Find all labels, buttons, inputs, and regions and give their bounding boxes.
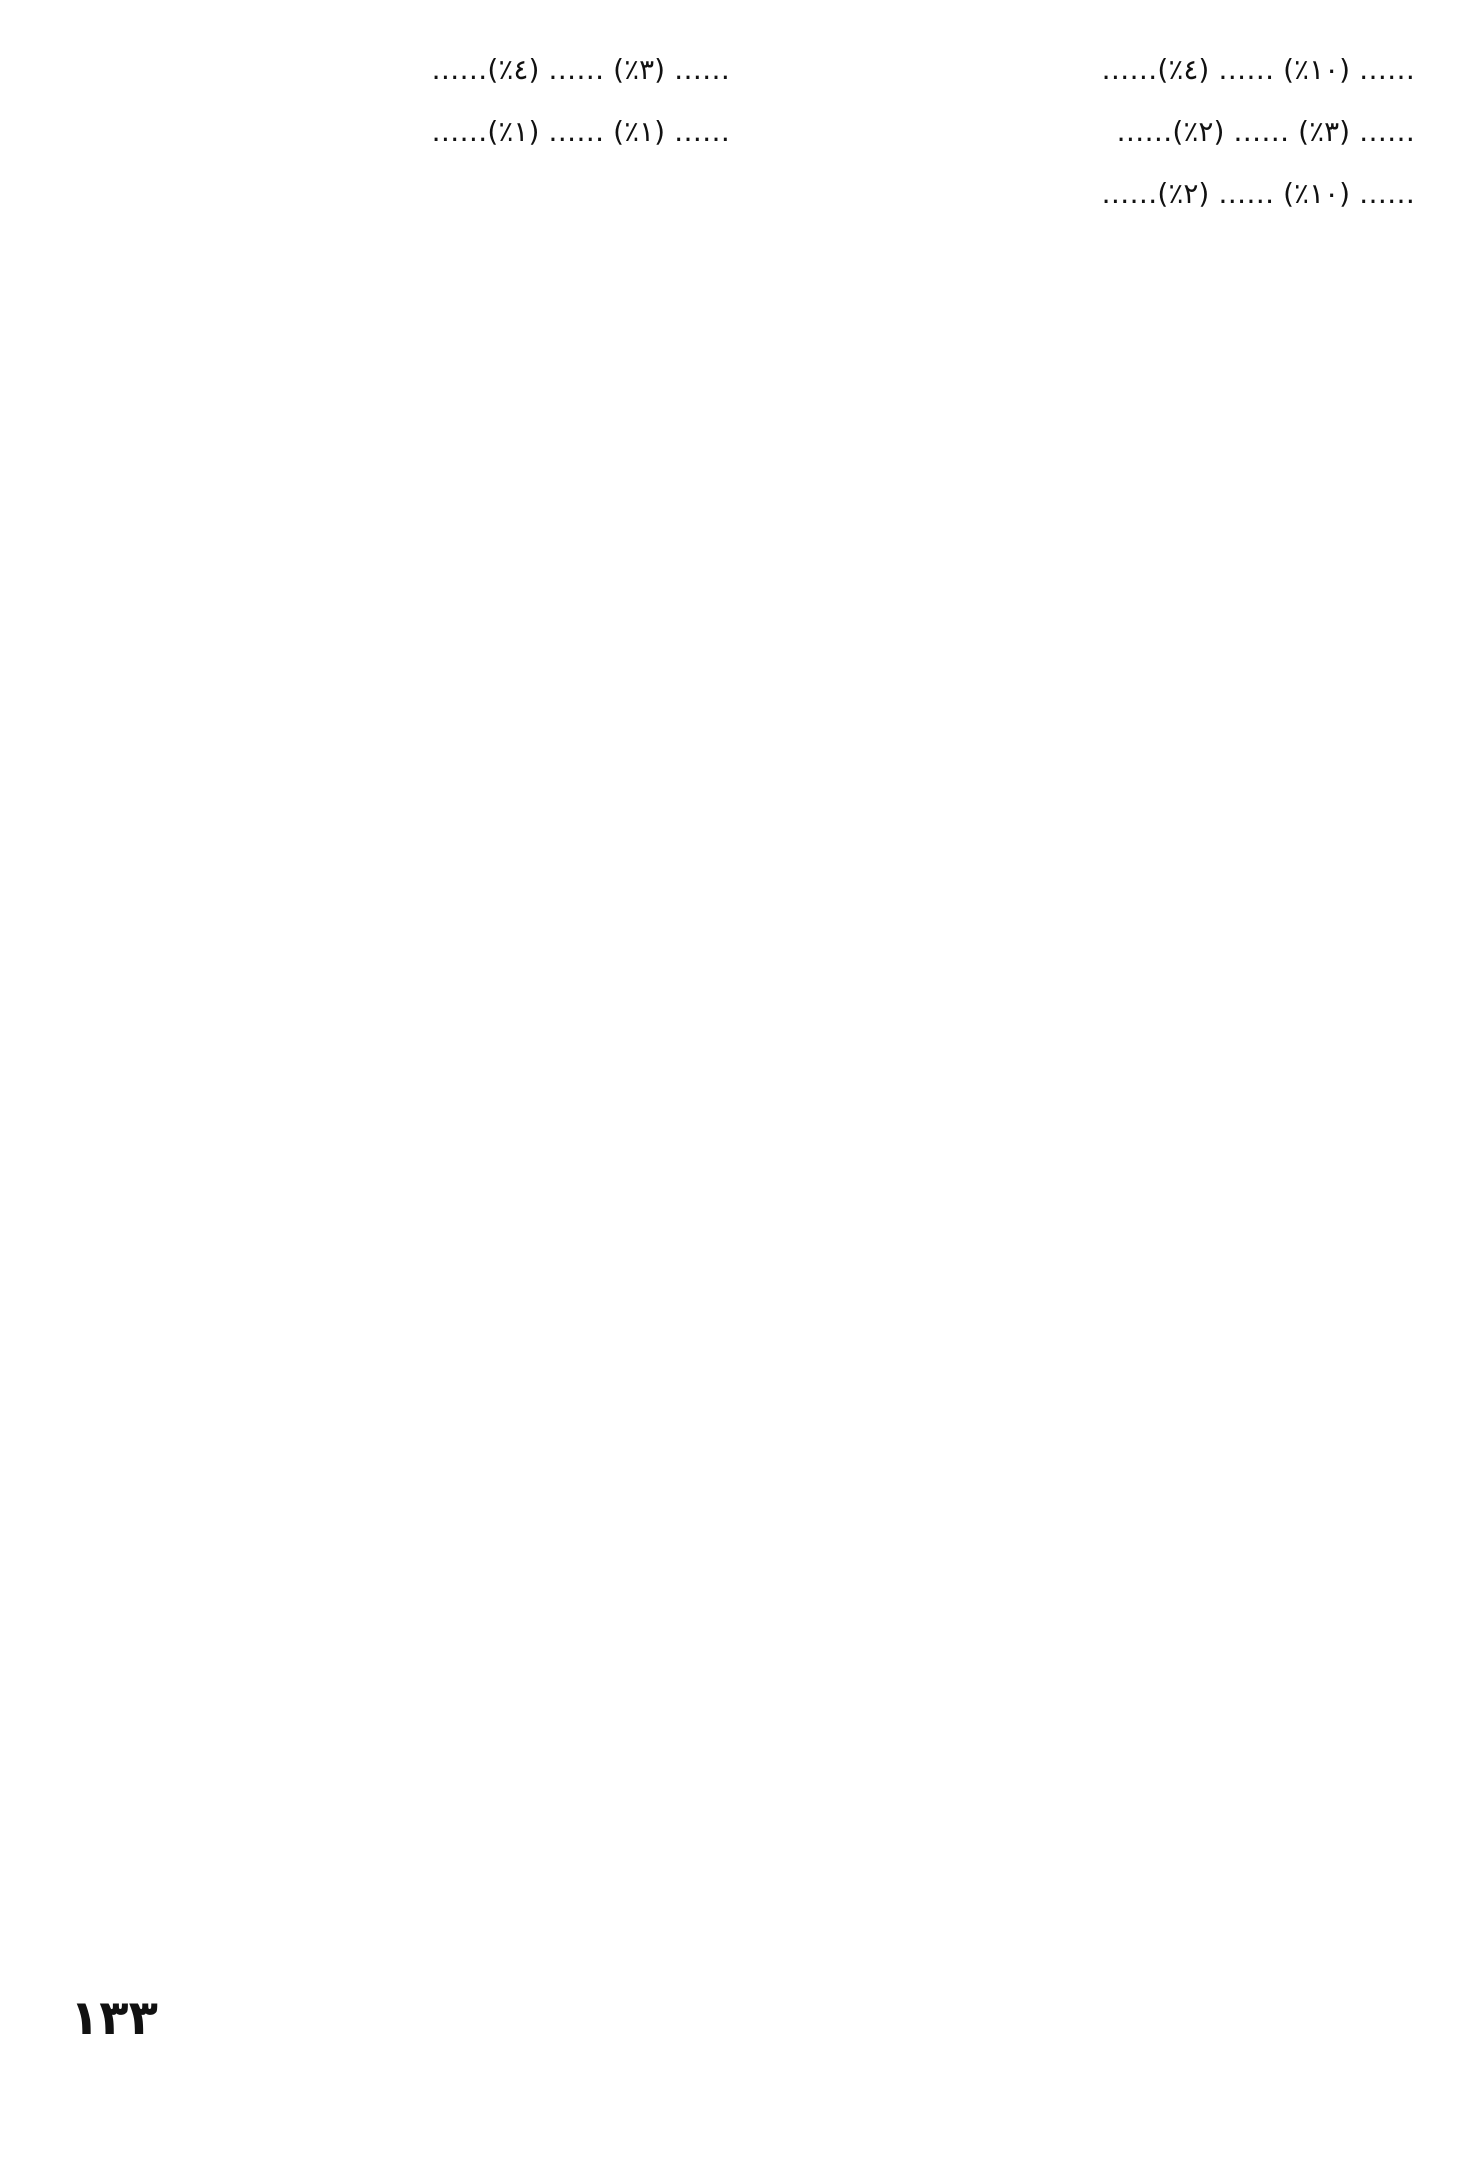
paragraph: …… (١٠٪) …… (٤٪)…… (1101, 53, 1415, 86)
page-number: ١٣٣ (70, 1990, 158, 2046)
paragraph: …… (٣٪) …… (٤٪)…… (431, 53, 730, 86)
text-column-right (775, 50, 1415, 236)
paragraph: …… (١٪) …… (١٪)…… (431, 115, 730, 148)
text-column-left (90, 50, 730, 174)
paragraph: …… (١٠٪) …… (٢٪)…… (1101, 177, 1415, 210)
paragraph: …… (٣٪) …… (٢٪)…… (1116, 115, 1415, 148)
